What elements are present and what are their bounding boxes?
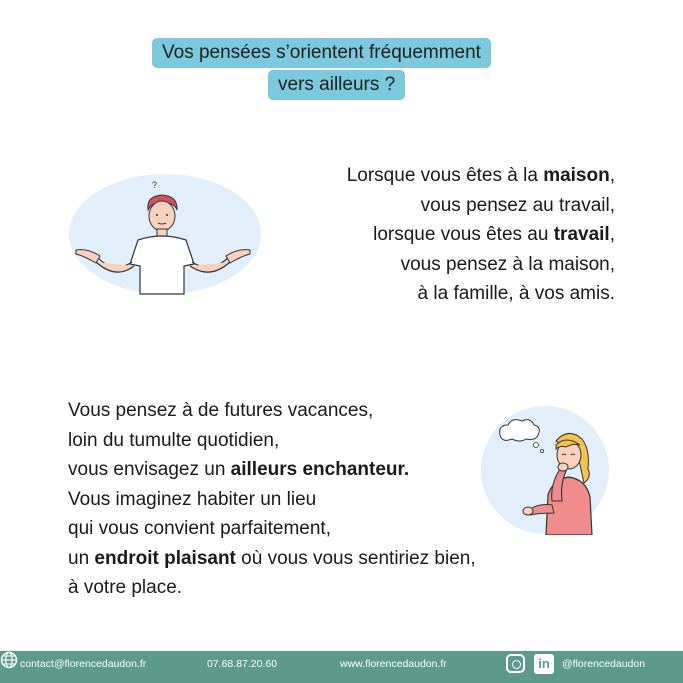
p2-line-4: Vous imaginez habiter un lieu (68, 488, 317, 510)
globe-icon (0, 651, 18, 669)
question-mark: ? (152, 180, 158, 190)
p2-line-5: qui vous convient parfaitement, (68, 518, 331, 539)
title-line-1: Vos pensées s’orientent fréquemment (152, 38, 491, 68)
website-link[interactable]: www.florencedaudon.fr (340, 658, 447, 670)
p2-line-1: Vous pensez à de futures vacances, (68, 400, 374, 421)
social-handle[interactable]: @florencedaudon (562, 658, 646, 670)
p2-line-7: à votre place. (68, 577, 183, 598)
man-shrugging-illustration (60, 162, 270, 302)
instagram-icon[interactable] (506, 654, 525, 673)
woman-daydreaming-illustration (470, 405, 620, 535)
p2-line-2: loin du tumulte quotidien, (68, 429, 280, 451)
phone-number[interactable]: 07.68.87.20.60 (207, 658, 278, 670)
title-line-2: vers ailleurs ? (268, 70, 405, 100)
p2-line-3: vous envisagez un ailleurs enchanteur. (68, 459, 410, 480)
p1-line-2: vous pensez au travail, (420, 194, 615, 216)
p1-line-3: lorsque vous êtes au travail, (373, 224, 615, 245)
p1-line-4: vous pensez à la maison, (400, 253, 615, 275)
paragraph-elsewhere (68, 396, 476, 603)
p1-line-1: Lorsque vous êtes à la maison, (346, 165, 615, 186)
paragraph-home-work (347, 161, 615, 309)
contact-email-link[interactable]: contact@florencedaudon.fr (20, 658, 147, 670)
footer-bar (0, 651, 683, 683)
linkedin-icon[interactable]: in (534, 654, 554, 674)
p1-line-5: à la famille, à vos amis. (417, 283, 615, 304)
p2-line-6: un endroit plaisant où vous vous sentiriez bien, (68, 547, 476, 569)
